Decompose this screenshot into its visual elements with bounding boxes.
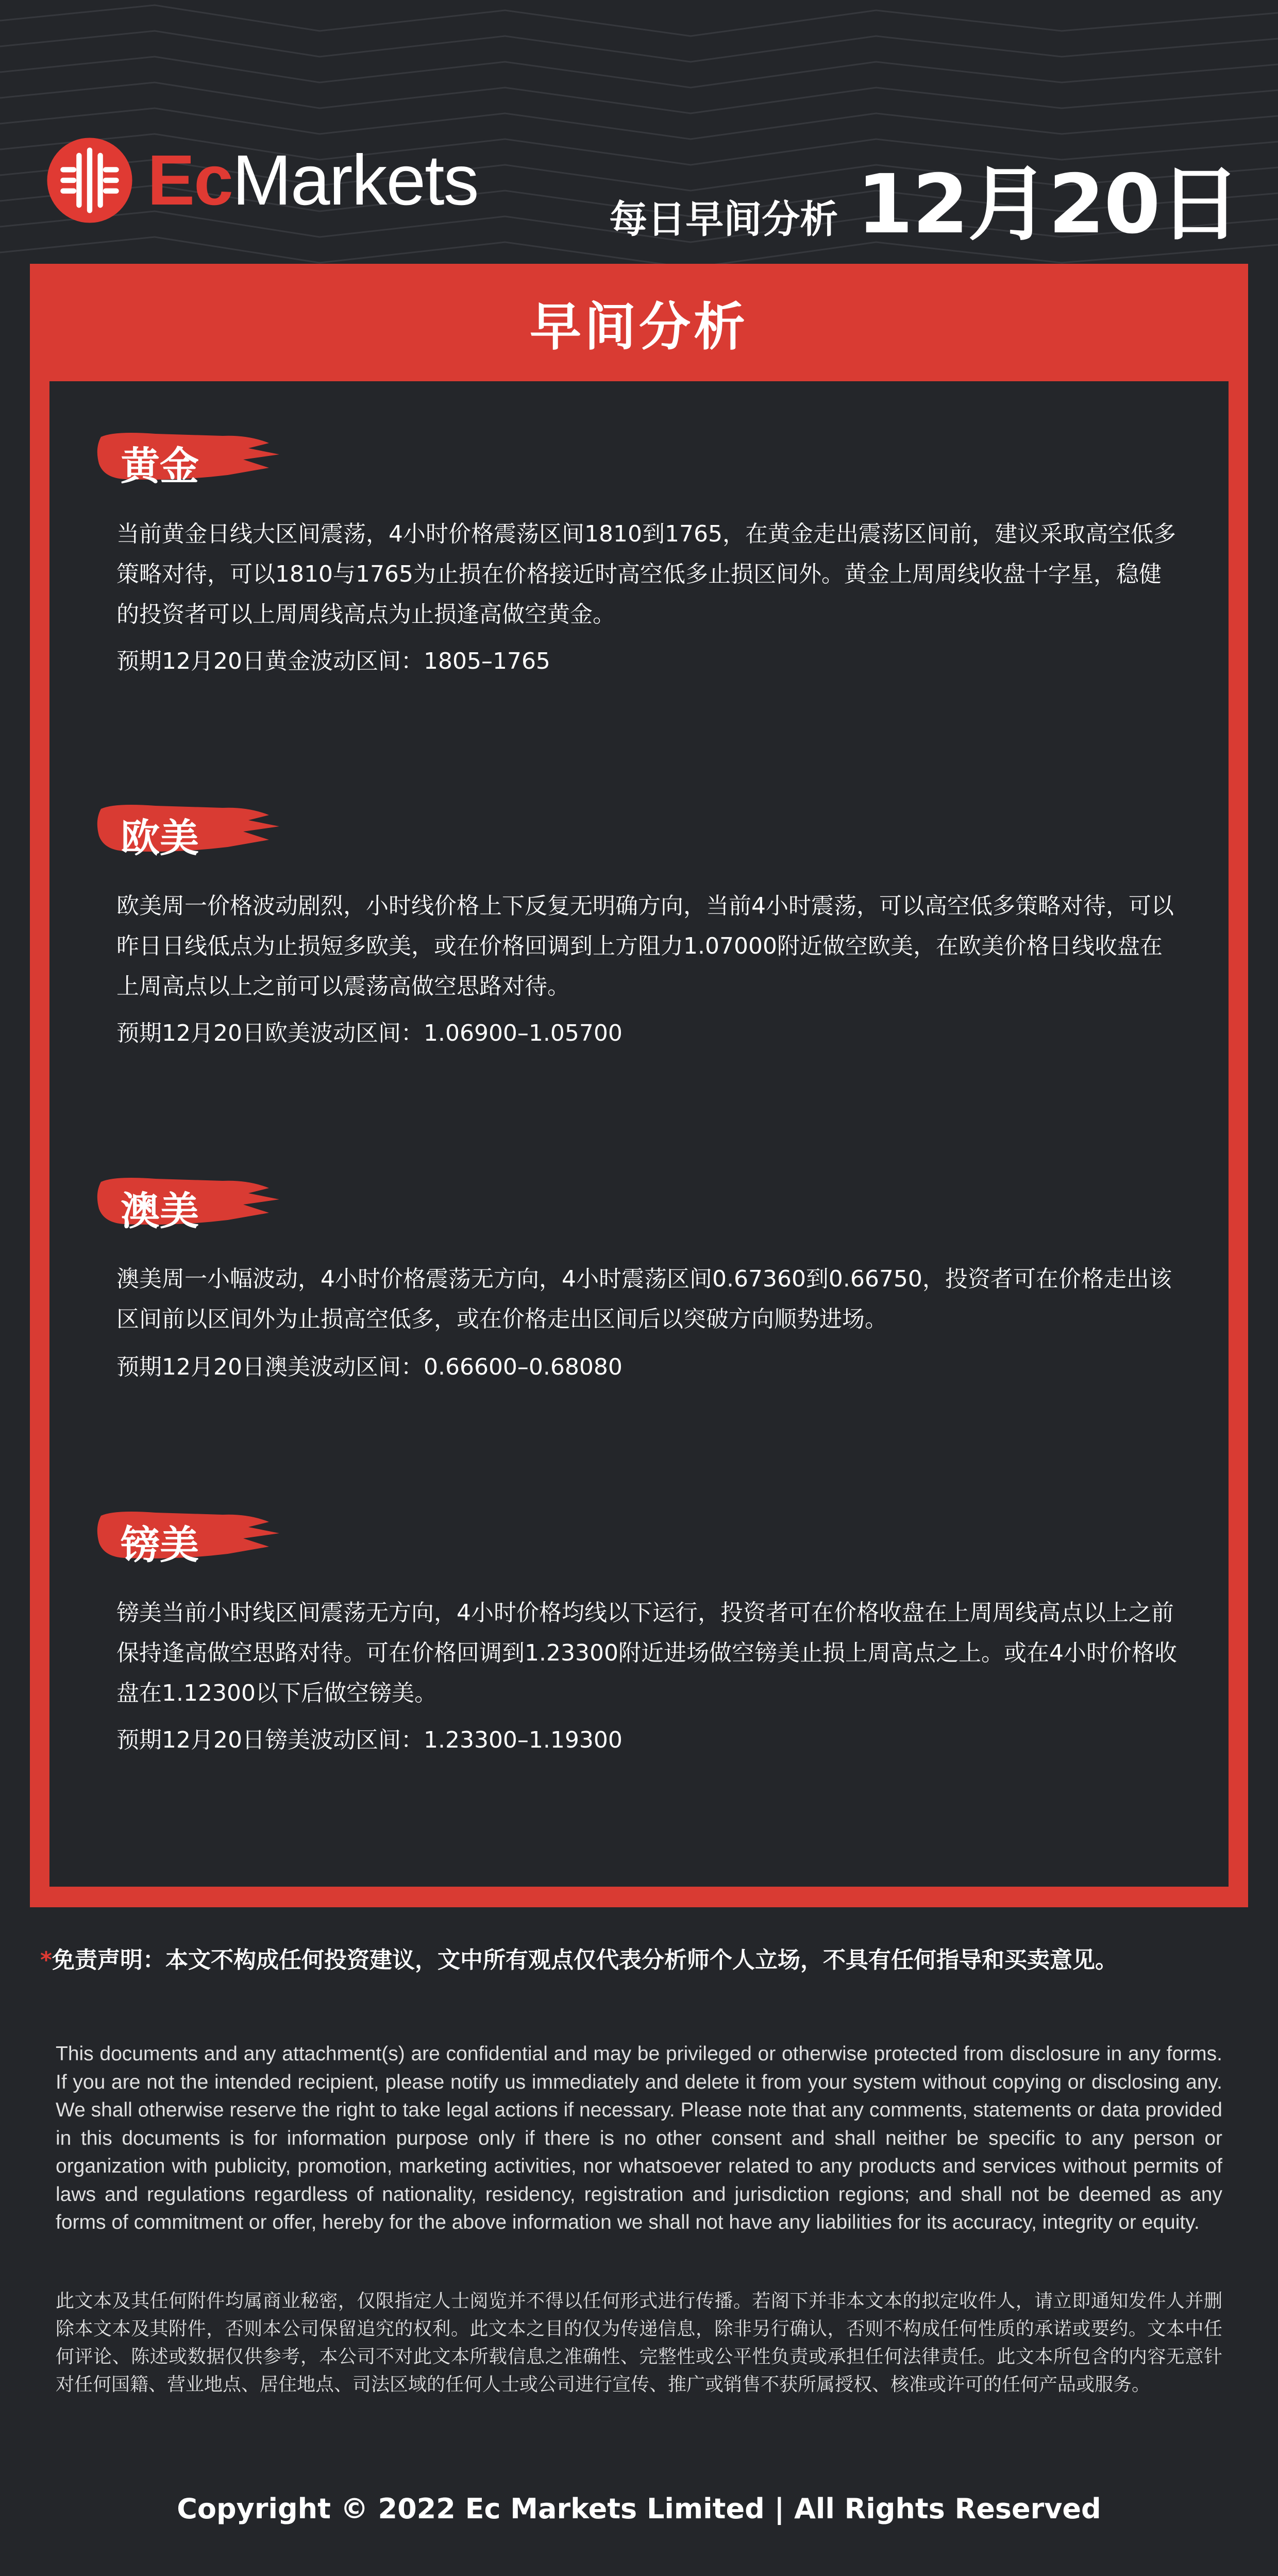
page-header (0, 0, 1278, 258)
header-date: 12月20日 (856, 157, 1240, 252)
disclaimer (40, 1942, 1246, 1978)
brand-logo (45, 139, 478, 222)
section-range: 预期12月20日欧美波动区间：1.06900–1.05700 (116, 1020, 623, 1046)
section-tag-label: 澳美 (121, 1188, 199, 1234)
section-tag (94, 800, 290, 859)
section-tag-label: 镑美 (121, 1522, 199, 1568)
section-range: 预期12月20日镑美波动区间：1.23300–1.19300 (116, 1727, 623, 1753)
logo-mark-icon (45, 136, 134, 225)
analysis-frame (30, 264, 1248, 1907)
section-text: 澳美周一小幅波动，4小时价格震荡无方向，4小时震荡区间0.67360到0.66750，投资者可在价格走出该区间前以区间外为止损高空低多，或在价格走出区间后以突破方向顺势进场。 (116, 1266, 1172, 1332)
section-tag-label: 黄金 (121, 443, 199, 489)
disclaimer-text: 免责声明：本文不构成任何投资建议，文中所有观点仅代表分析师个人立场，不具有任何指导和买卖意见。 (52, 1947, 1118, 1973)
disclaimer-star: * (40, 1947, 53, 1973)
section-tag (94, 1173, 290, 1232)
header-title-group (609, 139, 1240, 256)
section-tag-label: 欧美 (121, 815, 199, 861)
copyright: Copyright © 2022 Ec Markets Limited | All Rights Reserved (177, 2493, 1101, 2525)
section-text: 当前黄金日线大区间震荡，4小时价格震荡区间1810到1765，在黄金走出震荡区间前，建议采取高空低多策略对待，可以1810与1765为止损在价格接近时高空低多止损区间外。黄金上周周线收盘十字星，稳健的投资者可以上周周线高点为止损逢高做空黄金。 (116, 521, 1176, 628)
frame-title: 早间分析 (530, 297, 748, 357)
header-subtitle: 每日早间分析 (609, 197, 838, 242)
section-tag (94, 428, 290, 487)
legal-notice-chinese: 此文本及其任何附件均属商业秘密，仅限指定人士阅览并不得以任何形式进行传播。若阁下并非本文本的拟定收件人，请立即通知发件人并删除本文本及其附件，否则本公司保留追究的权利。此文本之目的仅为传递信息，除非另行确认，否则不构成任何性质的承诺或要约。文本中任何评论、陈述或数据仅供参考，本公司不对此文本所载信息之准确性、完整性或公平性负责或承担任何法律责任。此文本所包含的内容无意针对任何国籍、营业地点、居住地点、司法区域的任何人士或公司进行宣传、推广或销售不获所属授权、核准或许可的任何产品或服务。 (56, 2291, 1222, 2395)
analysis-content (49, 381, 1229, 1887)
section-text: 镑美当前小时线区间震荡无方向，4小时价格均线以下运行，投资者可在价格收盘在上周周线高点以上之前保持逢高做空思路对待。可在价格回调到1.23300附近进场做空镑美止损上周高点之上。或在4小时价格收盘在1.12300以下后做空镑美。 (116, 1600, 1177, 1706)
section-text: 欧美周一价格波动剧烈，小时线价格上下反复无明确方向，当前4小时震荡，可以高空低多策略对待，可以昨日日线低点为止损短多欧美，或在价格回调到上方阻力1.07000附近做空欧美，在欧美价格日线收盘在上周高点以上之前可以震荡高做空思路对待。 (116, 893, 1174, 999)
section-range: 预期12月20日黄金波动区间：1805–1765 (116, 648, 550, 674)
legal-notice-english: This documents and any attachment(s) are confidential and may be privileged or otherwise protected from disclosure in any forms. If you are not the intended recipient, please notify us immediately and delete it from your system without copying or disclosing any. We shall otherwise reserve the right to take legal actions if necessary. Please note that any comments, statements or data provided in this documents is for information purpose only if there is no other consent and shall neither be specific to any person or organization with publicity, promotion, marketing activities, nor whatsoever related to any products and services without permits of laws and regulations regardless of nationality, residency, registration and jurisdiction regions; and shall not be deemed as any forms of commitment or offer, hereby for the above information we shall not have any liabilities for its accuracy, integrity or equity. (56, 2043, 1222, 2233)
brand-name-markets: Markets (232, 141, 478, 220)
section-range: 预期12月20日澳美波动区间：0.66600–0.68080 (116, 1354, 623, 1380)
brand-wordmark (147, 141, 478, 220)
section-tag (94, 1506, 290, 1566)
brand-name-ec: Ec (147, 141, 232, 220)
